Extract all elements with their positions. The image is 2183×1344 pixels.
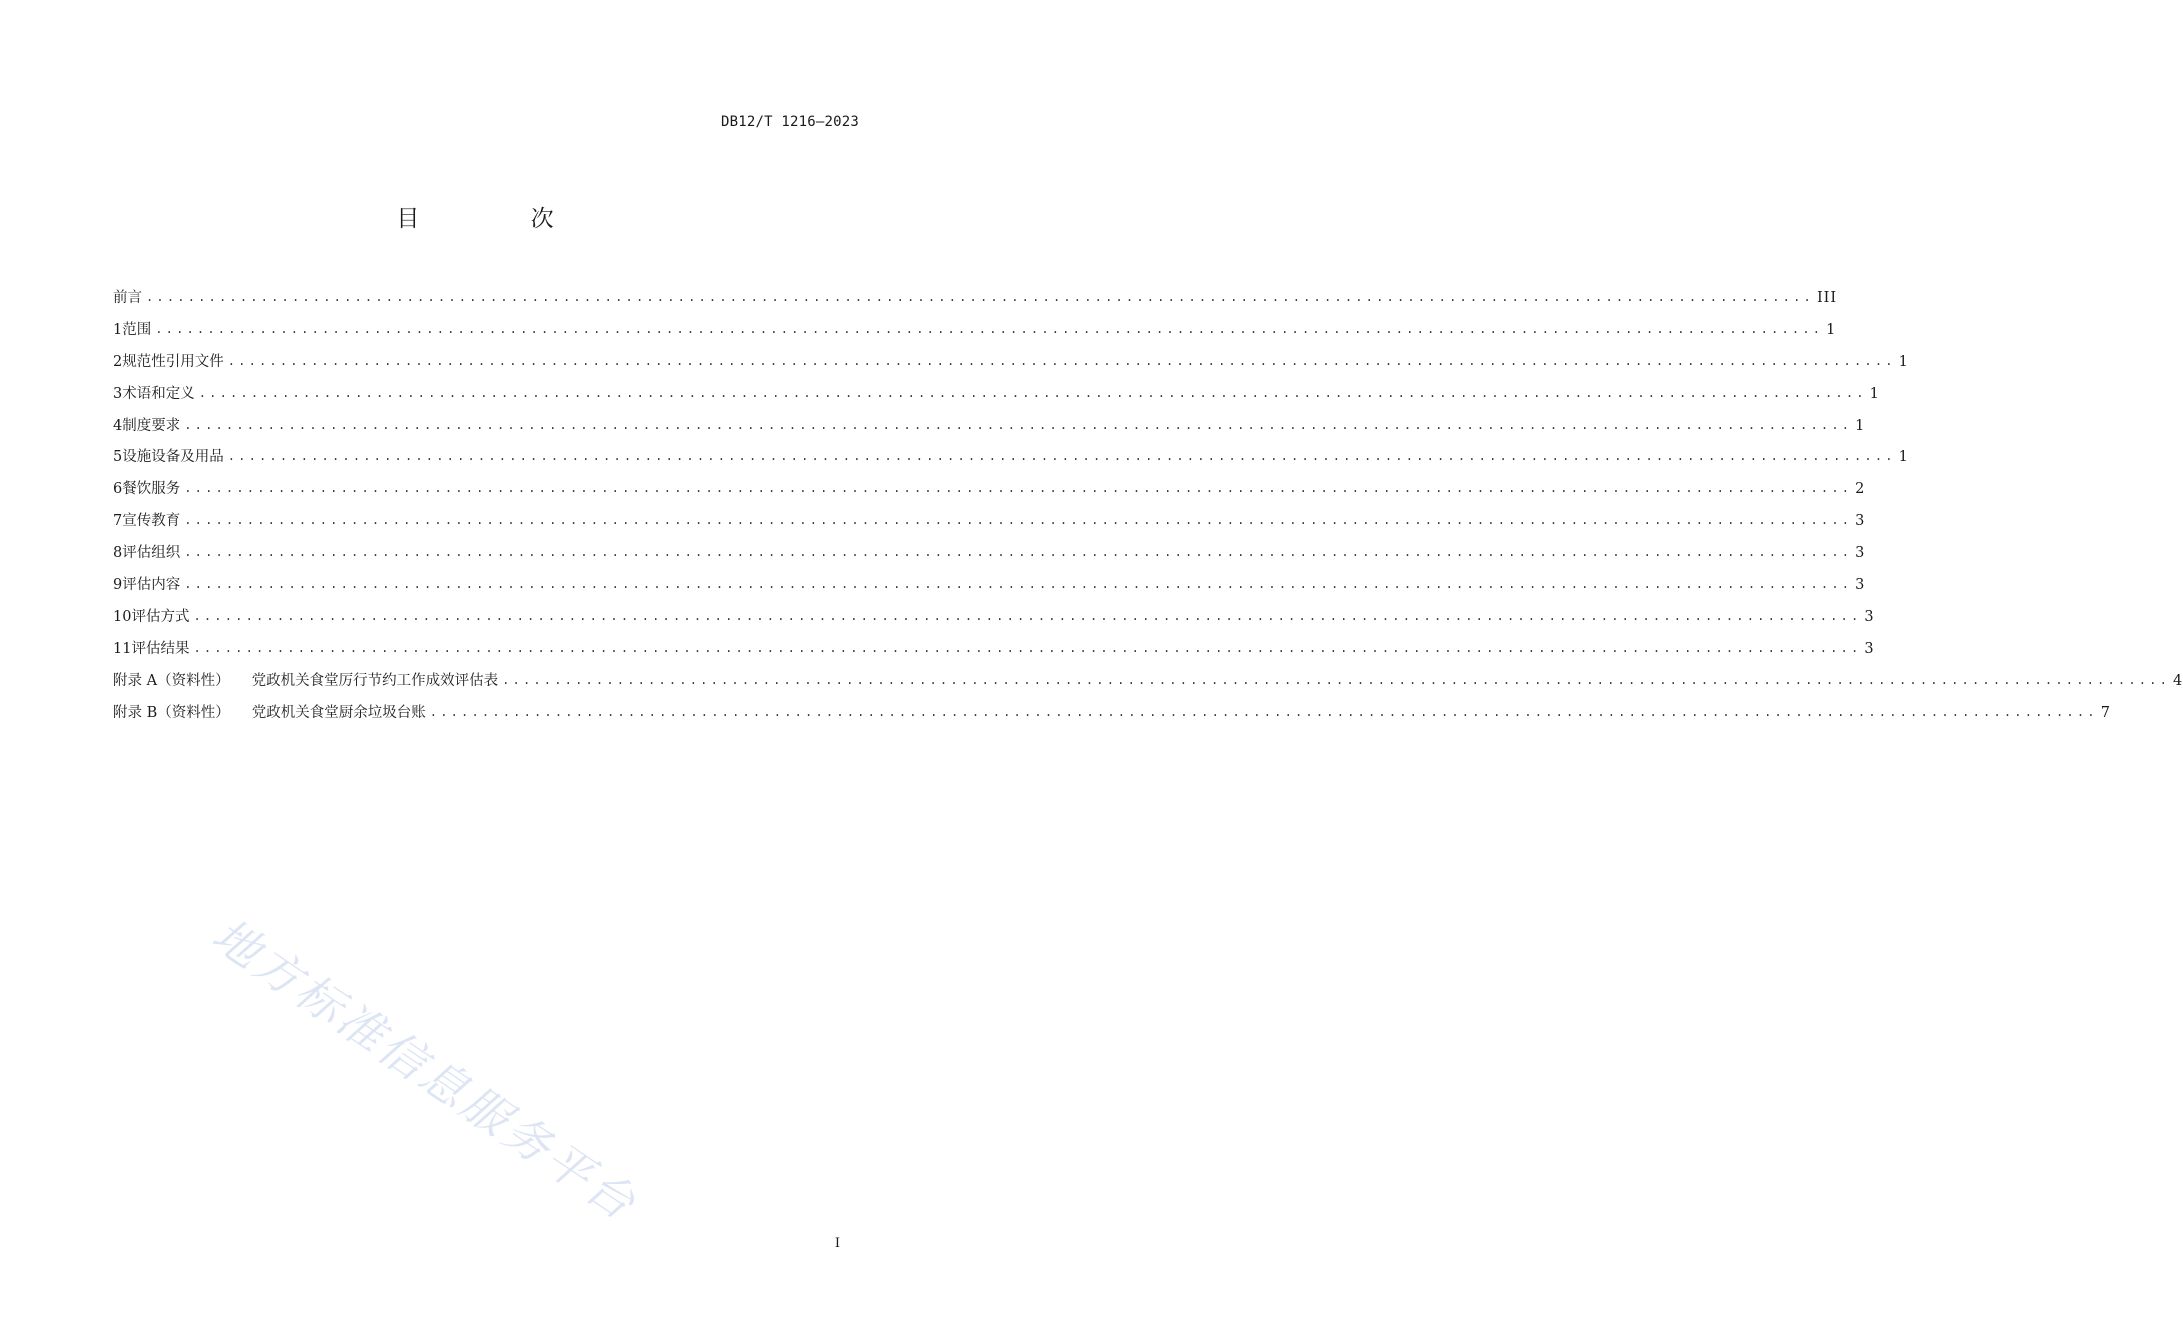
- toc-entry-label: 党政机关食堂厉行节约工作成效评估表: [251, 672, 499, 689]
- toc-entry-label: 制度要求: [122, 417, 181, 434]
- toc-entry-label: 设施设备及用品: [122, 449, 224, 466]
- toc-entry-label: 评估组织: [122, 545, 181, 562]
- toc-entry-page: 3: [1855, 513, 1866, 530]
- toc-leader-dots: ................................................................................................................................................................: [198, 385, 1867, 400]
- toc-entry-5[interactable]: [113, 445, 1909, 477]
- toc-entry-number: 8: [113, 545, 123, 562]
- toc-entry-6[interactable]: [113, 477, 1866, 509]
- toc-entry-page: 7: [2100, 704, 2111, 721]
- toc-entry-page: 1: [1898, 449, 1909, 466]
- toc-entry-number: 1: [113, 321, 123, 338]
- toc-entry-page: 1: [1826, 321, 1837, 338]
- toc-entry-page: 3: [1855, 545, 1866, 562]
- toc-entry-foreword[interactable]: [113, 286, 1838, 318]
- toc-leader-dots: ................................................................................................................................................................: [184, 481, 1853, 496]
- toc-leader-dots: ................................................................................................................................................................: [184, 545, 1853, 560]
- document-code: DB12/T 1216—2023: [720, 114, 859, 130]
- toc-leader-dots: ................................................................................................................................................................: [155, 321, 1824, 336]
- toc-entry-label: 评估方式: [131, 608, 190, 625]
- toc-entry-number: 4: [113, 417, 123, 434]
- toc-entry-number: 3: [113, 385, 123, 402]
- toc-entry-page: 3: [1855, 577, 1866, 594]
- toc-entry-3[interactable]: [113, 382, 1880, 414]
- toc-entry-label: 前言: [113, 290, 142, 306]
- toc-entry-label: 党政机关食堂厨余垃圾台账: [251, 704, 426, 721]
- toc-leader-dots: ................................................................................................................................................................: [193, 608, 1862, 623]
- toc-leader-dots: ................................................................................................................................................................: [184, 513, 1853, 528]
- toc-entry-label: 宣传教育: [122, 513, 181, 530]
- toc-entry-number: 5: [113, 449, 123, 466]
- toc-entry-page: 1: [1855, 417, 1866, 434]
- toc-entry-1[interactable]: [113, 318, 1837, 350]
- toc-entry-label: 评估内容: [122, 577, 181, 594]
- toc-entry-2[interactable]: [113, 350, 1909, 382]
- toc-entry-label: 范围: [122, 321, 152, 338]
- toc-leader-dots: ................................................................................................................................................................: [502, 672, 2171, 687]
- watermark: 地方标准信息服务平台: [202, 907, 648, 1232]
- toc-leader-dots: ................................................................................................................................................................: [146, 290, 1814, 304]
- toc-entry-number: 7: [113, 513, 123, 530]
- toc-entry-label: 规范性引用文件: [122, 353, 224, 370]
- toc-entry-10[interactable]: [113, 605, 1875, 637]
- toc-entry-number: 2: [113, 353, 123, 370]
- toc-entry-page: 2: [1855, 481, 1866, 498]
- toc-entry-4[interactable]: [113, 414, 1866, 446]
- page-title: 目 次: [396, 206, 606, 232]
- toc-annex-prefix: 附录 A（资料性）: [113, 672, 230, 689]
- toc-entry-number: 11: [113, 640, 132, 657]
- toc-entry-8[interactable]: [113, 541, 1866, 573]
- toc-entry-number: 10: [113, 608, 132, 625]
- toc-entry-label: 评估结果: [131, 640, 190, 657]
- toc-entry-label: 餐饮服务: [122, 481, 181, 498]
- toc-entry-number: 6: [113, 481, 123, 498]
- toc-entry-number: 9: [113, 577, 123, 594]
- toc-entry-9[interactable]: [113, 573, 1866, 605]
- toc-entry-11[interactable]: [113, 637, 1875, 669]
- toc-entry-page: 3: [1864, 640, 1875, 657]
- toc-entry-page: 4: [2173, 672, 2183, 689]
- toc-entry-page: 1: [1898, 353, 1909, 370]
- toc-leader-dots: ................................................................................................................................................................: [184, 577, 1853, 592]
- toc-entry-label: 术语和定义: [122, 385, 195, 402]
- toc-leader-dots: ................................................................................................................................................................: [184, 417, 1853, 432]
- toc-entry-page: 3: [1864, 608, 1875, 625]
- toc-entry-page: III: [1816, 290, 1838, 306]
- toc-entry-annex-b[interactable]: [113, 701, 2111, 733]
- toc-entry-7[interactable]: [113, 509, 1866, 541]
- toc-leader-dots: ................................................................................................................................................................: [227, 449, 1896, 464]
- toc-entry-page: 1: [1869, 385, 1880, 402]
- toc-leader-dots: ................................................................................................................................................................: [227, 353, 1896, 368]
- toc-entry-annex-a[interactable]: [113, 669, 2183, 701]
- page-number: I: [834, 1236, 840, 1251]
- table-of-contents: [113, 286, 2183, 732]
- toc-leader-dots: ................................................................................................................................................................: [193, 640, 1862, 655]
- toc-leader-dots: ................................................................................................................................................................: [429, 704, 2098, 719]
- toc-annex-prefix: 附录 B（资料性）: [113, 704, 230, 721]
